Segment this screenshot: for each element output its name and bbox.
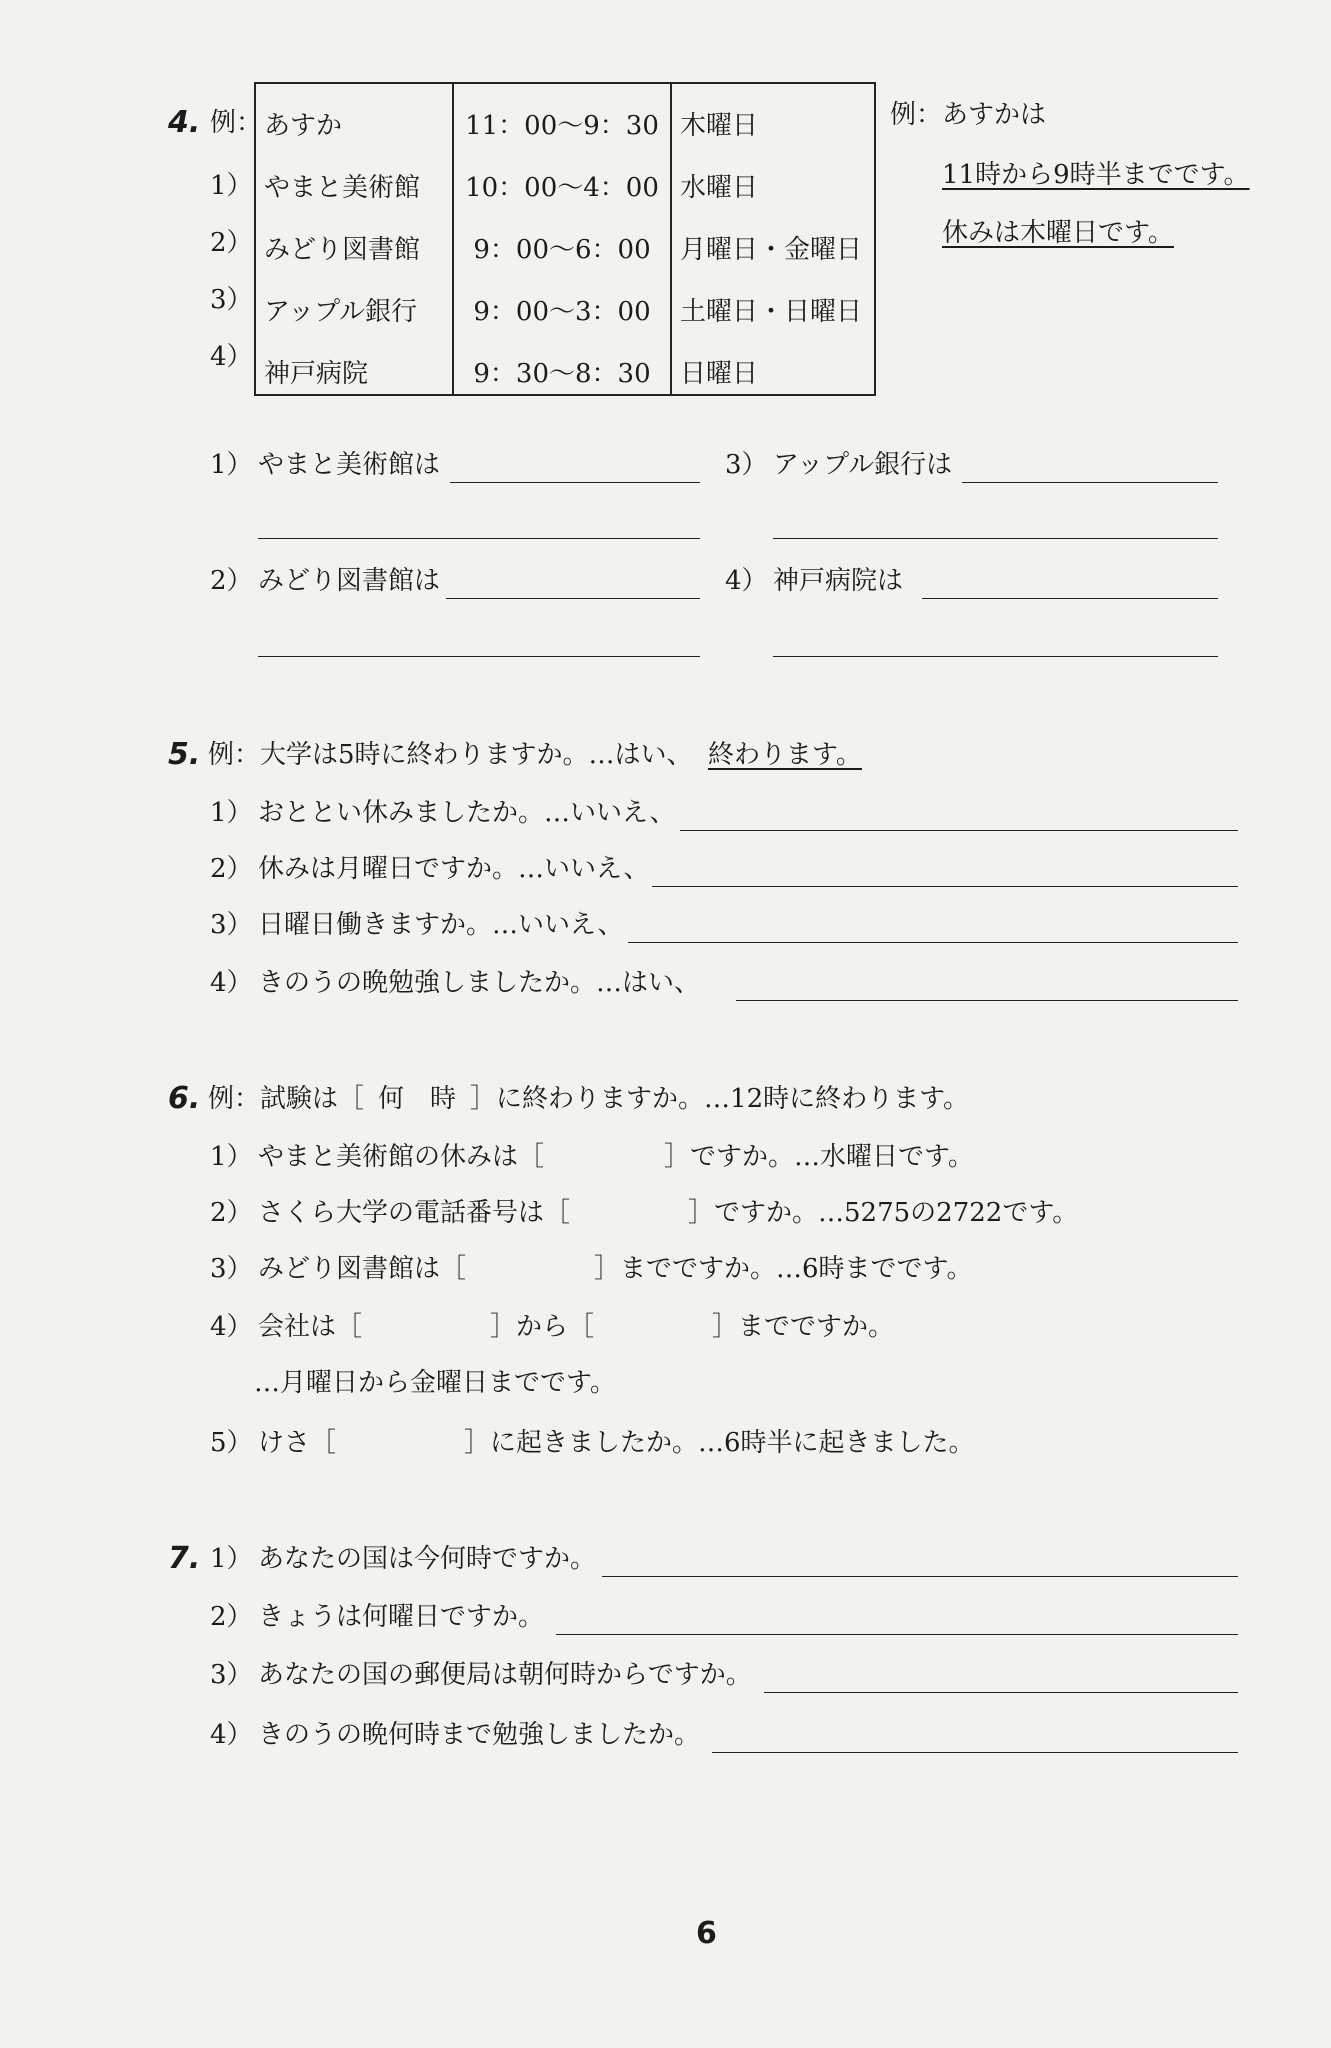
table-row <box>255 83 875 146</box>
table-cell-day: 月曜日・金曜日 <box>671 208 875 270</box>
answer-line[interactable] <box>628 942 1238 943</box>
item-label: 4） <box>210 1720 253 1750</box>
answer-line[interactable] <box>258 656 700 657</box>
item-text: おととい休みましたか。…いいえ、 <box>258 798 676 828</box>
exercise-5-example: 例：大学は5時に終わりますか。…はい、 <box>208 740 693 770</box>
answer-line[interactable] <box>764 1692 1238 1693</box>
table-cell-name: あすか <box>255 83 453 146</box>
example-line-2: 11時から9時半までです。 <box>942 160 1250 190</box>
item-label: 3） <box>210 1660 253 1690</box>
item-pre: みどり図書館は［ <box>258 1254 467 1284</box>
item-text: きょうは何曜日ですか。 <box>258 1602 545 1632</box>
answer-line[interactable] <box>712 1752 1238 1753</box>
exercise-4-example-label: 例： <box>210 108 263 138</box>
item-text <box>258 1254 972 1284</box>
exercise-6-number: 6. <box>168 1081 201 1116</box>
item-label: 1） <box>210 1544 253 1574</box>
table-cell-time: 9：00～3：00 <box>453 270 671 332</box>
item-mid: ］から［ <box>490 1312 595 1342</box>
answer-prompt: アップル銀行は <box>773 450 953 480</box>
table-cell-name: 神戸病院 <box>255 332 453 395</box>
answer-line[interactable] <box>680 830 1238 831</box>
answer-line[interactable] <box>773 656 1218 657</box>
table-cell-day: 木曜日 <box>671 83 875 146</box>
table-row <box>255 208 875 270</box>
item-label: 2） <box>210 1602 253 1632</box>
example-pre: 例：試験は［ <box>208 1084 365 1114</box>
item-text: きのうの晩勉強しましたか。…はい、 <box>258 968 701 998</box>
item-text: 日曜日働きますか。…いいえ、 <box>258 910 624 940</box>
answer-line[interactable] <box>773 538 1218 539</box>
answer-prompt: みどり図書館は <box>258 566 441 596</box>
item-text: 休みは月曜日ですか。…いいえ、 <box>258 854 650 884</box>
item-post: ］までですか。…6時までです。 <box>594 1254 973 1284</box>
item-post: ］までですか。 <box>712 1312 895 1342</box>
answer-label: 1） <box>210 450 253 480</box>
example-post: ］に終わりますか。…12時に終わります。 <box>470 1084 970 1114</box>
answer-line[interactable] <box>450 482 700 483</box>
item-text <box>258 1428 975 1458</box>
answer-line[interactable] <box>922 598 1218 599</box>
example-fill: 何 時 <box>378 1084 457 1114</box>
answer-prompt: 神戸病院は <box>773 566 904 596</box>
item-pre: けさ［ <box>258 1428 337 1458</box>
table-row-label: 1） <box>210 171 253 201</box>
exercise-7-number: 7. <box>168 1541 201 1576</box>
item-label: 1） <box>210 798 253 828</box>
item-label: 1） <box>210 1142 253 1172</box>
item-post: ］に起きましたか。…6時半に起きました。 <box>464 1428 975 1458</box>
table-cell-time: 9：00～6：00 <box>453 208 671 270</box>
exercise-5-example-answer: 終わります。 <box>708 740 862 770</box>
table-cell-time: 11：00～9：30 <box>453 83 671 146</box>
answer-label: 3） <box>725 450 768 480</box>
exercise-4-number: 4. <box>168 105 201 140</box>
item-pre: やまと美術館の休みは［ <box>258 1142 545 1172</box>
answer-line[interactable] <box>556 1634 1238 1635</box>
item-post: ］ですか。…水曜日です。 <box>664 1142 974 1172</box>
table-row <box>255 146 875 208</box>
example-line-1: 例：あすかは <box>890 100 1047 130</box>
item-label: 3） <box>210 910 253 940</box>
table-cell-time: 9：30～8：30 <box>453 332 671 395</box>
answer-line[interactable] <box>258 538 700 539</box>
item-post: ］ですか。…5275の2722です。 <box>688 1198 1079 1228</box>
table-row <box>255 332 875 395</box>
example-line-3: 休みは木曜日です。 <box>942 218 1174 248</box>
table-cell-name: みどり図書館 <box>255 208 453 270</box>
table-row-label: 3） <box>210 285 253 315</box>
item-label: 2） <box>210 854 253 884</box>
item-pre: さくら大学の電話番号は［ <box>258 1198 571 1228</box>
answer-label: 4） <box>725 566 768 596</box>
table-cell-day: 日曜日 <box>671 332 875 395</box>
table-row <box>255 270 875 332</box>
item-label: 4） <box>210 968 253 998</box>
table-cell-name: やまと美術館 <box>255 146 453 208</box>
answer-line[interactable] <box>446 598 700 599</box>
item-pre: 会社は［ <box>258 1312 363 1342</box>
answer-line[interactable] <box>652 886 1238 887</box>
answer-label: 2） <box>210 566 253 596</box>
table-row-label: 4） <box>210 342 253 372</box>
item-text <box>258 1198 1078 1228</box>
answer-line[interactable] <box>962 482 1218 483</box>
item-text: きのうの晩何時まで勉強しましたか。 <box>258 1720 701 1750</box>
answer-line[interactable] <box>602 1576 1238 1577</box>
item-answer: …月曜日から金曜日までです。 <box>254 1368 616 1398</box>
exercise-5-number: 5. <box>168 737 201 772</box>
page-number: 6 <box>696 1916 717 1951</box>
item-text: あなたの国は今何時ですか。 <box>258 1544 597 1574</box>
schedule-table <box>254 82 876 396</box>
table-cell-day: 水曜日 <box>671 146 875 208</box>
item-text: あなたの国の郵便局は朝何時からですか。 <box>258 1660 752 1690</box>
table-cell-name: アップル銀行 <box>255 270 453 332</box>
item-label: 4） <box>210 1312 253 1342</box>
item-label: 3） <box>210 1254 253 1284</box>
answer-prompt: やまと美術館は <box>258 450 441 480</box>
answer-line[interactable] <box>736 1000 1238 1001</box>
item-text <box>258 1142 974 1172</box>
table-row-label: 2） <box>210 228 253 258</box>
table-cell-time: 10：00～4：00 <box>453 146 671 208</box>
item-label: 2） <box>210 1198 253 1228</box>
item-text <box>258 1312 894 1342</box>
exercise-6-example <box>208 1084 969 1114</box>
table-cell-day: 土曜日・日曜日 <box>671 270 875 332</box>
item-label: 5） <box>210 1428 253 1458</box>
